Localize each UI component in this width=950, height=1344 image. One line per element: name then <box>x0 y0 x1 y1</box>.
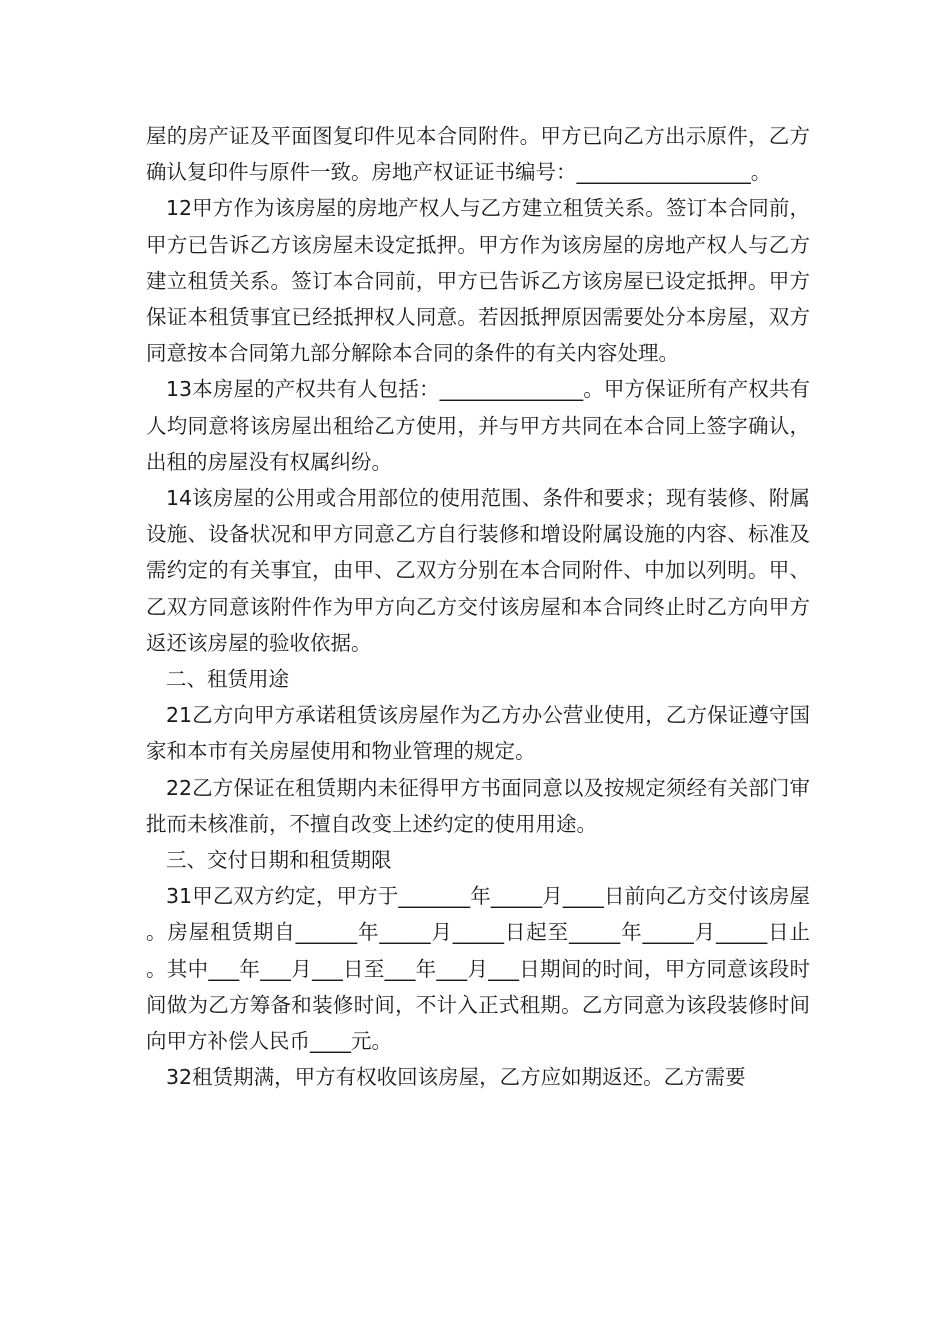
paragraph-14-facilities: 14该房屋的公用或合用部位的使用范围、条件和要求；现有装修、附属设施、设备状况和甲方同意乙方自行装修和增设附属设施的内容、标准及需约定的有关事宜，由甲、乙双方分别在本合同附件、中加以列明。甲、乙双方同意该附件作为甲方向乙方交付该房屋和本合同终止时乙方向甲方返还该房屋的验收依据。 <box>146 486 810 655</box>
paragraph-31-delivery-date: 31甲乙双方约定，甲方于_______年_____月____日前向乙方交付该房屋。房屋租赁期自______年_____月_____日起至_____年_____月_____日止。其中___年___月___日至___年___月___日期间的时间，甲方同意该段时间做为乙方筹备和装修时间，不计入正式租期。乙方同意为该段装修时间向甲方补偿人民币____元。 <box>146 884 810 1054</box>
document-body <box>146 118 810 1095</box>
section-heading-delivery-and-term: 三、交付日期和租赁期限 <box>166 848 392 873</box>
paragraph-21-office-use: 21乙方向甲方承诺租赁该房屋作为乙方办公营业使用，乙方保证遵守国家和本市有关房屋使用和物业管理的规定。 <box>146 703 810 764</box>
paragraph-32-lease-expiry: 32租赁期满，甲方有权收回该房屋，乙方应如期返还。乙方需要 <box>166 1065 746 1090</box>
paragraph-property-certificate: 屋的房产证及平面图复印件见本合同附件。甲方已向乙方出示原件，乙方确认复印件与原件一致。房地产权证证书编号：_________________。 <box>146 124 810 185</box>
paragraph-13-co-owners: 13本房屋的产权共有人包括：______________。甲方保证所有产权共有人均同意将该房屋出租给乙方使用，并与甲方共同在本合同上签字确认，出租的房屋没有权属纠纷。 <box>146 377 810 474</box>
section-heading-lease-purpose: 二、租赁用途 <box>166 667 289 692</box>
paragraph-12-mortgage: 12甲方作为该房屋的房地产权人与乙方建立租赁关系。签订本合同前，甲方已告诉乙方该房屋未设定抵押。甲方作为该房屋的房地产权人与乙方建立租赁关系。签订本合同前，甲方已告诉乙方该房屋已设定抵押。甲方保证本租赁事宜已经抵押权人同意。若因抵押原因需要处分本房屋，双方同意按本合同第九部分解除本合同的条件的有关内容处理。 <box>146 196 810 366</box>
paragraph-22-no-change-of-use: 22乙方保证在租赁期内未征得甲方书面同意以及按规定须经有关部门审批而未核准前，不擅自改变上述约定的使用用途。 <box>146 775 810 836</box>
